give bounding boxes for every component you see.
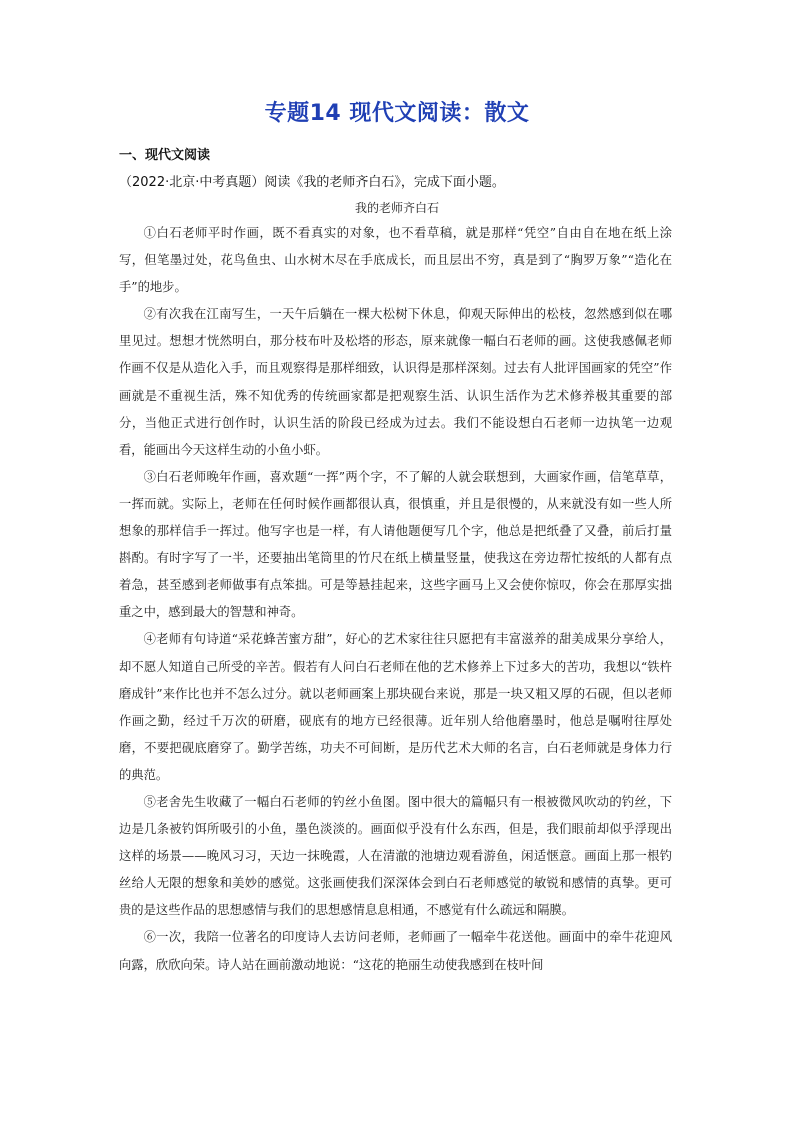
paragraph-1: ①白石老师平时作画，既不看真实的对象，也不看草稿，就是那样“凭空”自由自在地在纸上涂写，但笔墨过处，花鸟鱼虫、山水树木尽在手底成长，而且层出不穷，真是到了“胸罗万象”“造化在手”的地步。	[119, 226, 672, 295]
paragraph-3: ③白石老师晚年作画，喜欢题“一挥”两个字，不了解的人就会联想到，大画家作画，信笔草草，一挥而就。实际上，老师在任何时候作画都很认真，很慎重，并且是很慢的，从来就没有如一些人所想象的那样信手一挥过。他写字也是一样，有人请他题便写几个字，他总是把纸叠了又叠，前后打量斟酌。有时字写了一半，还要抽出笔筒里的竹尺在纸上横量竖量，使我这在旁边帮忙按纸的人都有点着急，甚至感到老师做事有点笨拙。可是等悬挂起来，这些字画马上又会使你惊叹，你会在那厚实拙重之中，感到最大的智慧和神奇。	[119, 469, 672, 620]
article-title: 我的老师齐白石	[354, 201, 439, 215]
paragraph-4: ④老师有句诗道“采花蜂苦蜜方甜”，好心的艺术家往往只愿把有丰富滋养的甜美成果分享给人，却不愿人知道自己所受的辛苦。假若有人问白石老师在他的艺术修养上下过多大的苦功，我想以“铁杵磨成针”来作比也并不怎么过分。就以老师画案上那块砚台来说，那是一块又粗又厚的石砚，但以老师作画之勤，经过千万次的研磨，砚底有的地方已经很薄。近年别人给他磨墨时，他总是嘱咐往厚处磨，不要把砚底磨穿了。勤学苦练，功夫不可间断，是历代艺术大师的名言，白石老师就是身体力行的典范。	[119, 632, 672, 782]
paragraph-5: ⑤老舍先生收藏了一幅白石老师的钓丝小鱼图。图中很大的篇幅只有一根被微风吹动的钓丝，下边是几条被钓饵所吸引的小鱼，墨色淡淡的。画面似乎没有什么东西，但是，我们眼前却似乎浮现出这样的场景——晚风习习，天边一抹晚霞，人在清澈的池塘边观看游鱼，闲适惬意。画面上那一根钓丝给人无限的想象和美妙的感觉。这张画使我们深深体会到白石老师感觉的敏锐和感情的真挚。更可贵的是这些作品的思想感情与我们的思想感情息息相通，不感觉有什么疏远和隔膜。	[119, 794, 672, 918]
page-title: 专题14 现代文阅读：散文	[264, 101, 530, 126]
paragraph-2: ②有次我在江南写生，一天午后躺在一棵大松树下休息，仰观天际伸出的松枝，忽然感到似在哪里见过。想想才恍然明白，那分枝布叶及松塔的形态，原来就像一幅白石老师的画。这使我感佩老师作画不仅是从造化入手，而且观察得是那样细致，认识得是那样深刻。过去有人批评国画家的凭空”作画就是不重视生活，殊不知优秀的传统画家都是把观察生活、认识生活作为艺术修养极其重要的部分，当他正式进行创作时，认识生活的阶段已经成为过去。我们不能设想白石老师一边执笔一边观看，能画出今天这样生动的小鱼小虾。	[119, 307, 672, 457]
section-heading: 一、现代文阅读	[119, 148, 211, 163]
paragraph-6: ⑥一次，我陪一位著名的印度诗人去访问老师，老师画了一幅牵牛花送他。画面中的牵牛花迎风向露，欣欣向荣。诗人站在画前激动地说：“这花的艳丽生动使我感到在枝叶间	[119, 930, 672, 972]
question-intro: （2022·北京·中考真题）阅读《我的老师齐白石》，完成下面小题。	[119, 175, 505, 190]
article-body	[119, 220, 672, 979]
